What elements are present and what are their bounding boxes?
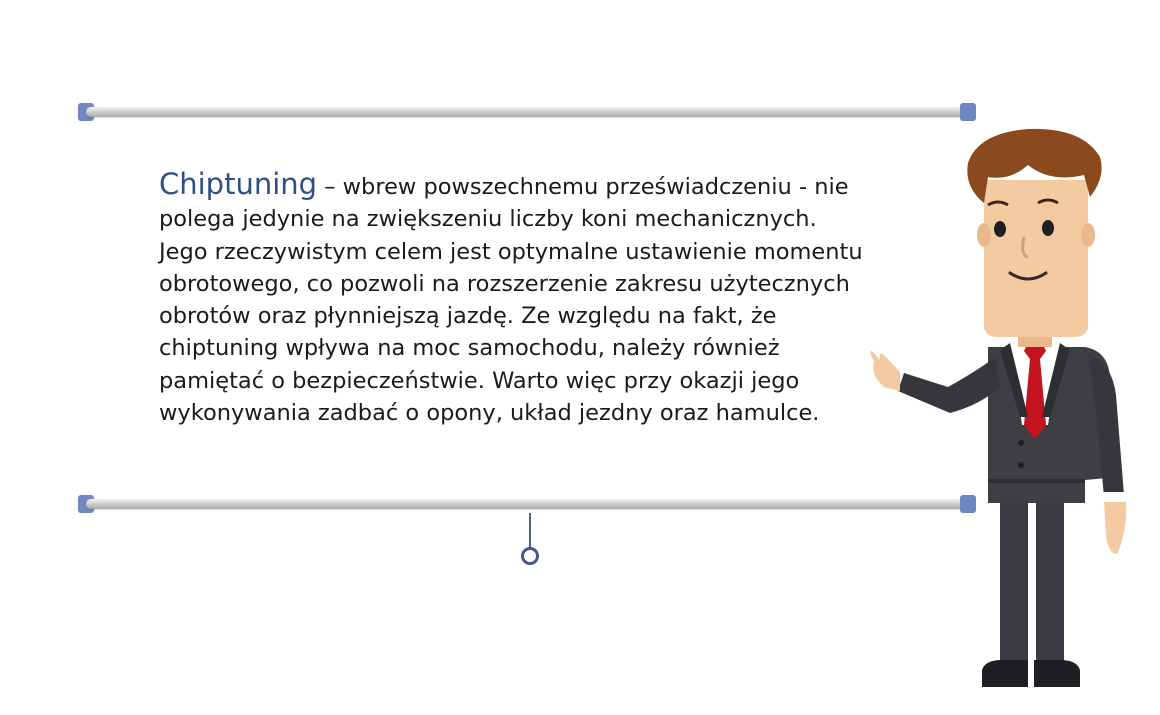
left-shoe xyxy=(982,660,1028,687)
pull-ring-icon xyxy=(521,547,539,565)
text-line-1-rest: – wbrew powszechnemu przeświadczeniu - nie xyxy=(317,174,849,200)
right-hand xyxy=(1104,502,1126,554)
businessman-pointing-illustration xyxy=(860,125,1160,700)
text-line-1 xyxy=(159,168,939,203)
pointing-hand xyxy=(870,351,900,391)
jacket-button xyxy=(1018,440,1024,446)
right-eye xyxy=(1042,220,1054,236)
text-line-3: Jego rzeczywistym celem jest optymalne ustawienie momentu xyxy=(159,238,863,265)
right-shoe xyxy=(1034,660,1080,687)
text-line-6: chiptuning wpływa na moc samochodu, należy również xyxy=(159,335,780,362)
pull-cord xyxy=(529,513,531,550)
rod-bar xyxy=(86,499,968,509)
left-eye xyxy=(994,221,1006,237)
right-ear xyxy=(1081,223,1095,247)
term-highlight: Chiptuning xyxy=(159,167,318,201)
text-line-2: polega jedynie na zwiększeniu liczby koni mechanicznych. xyxy=(159,206,817,233)
screen-bottom-rod xyxy=(78,495,976,513)
slide-text xyxy=(159,168,939,429)
pointing-arm xyxy=(898,357,1000,413)
screen-top-rod xyxy=(78,103,976,121)
belt-line xyxy=(988,479,1085,483)
text-line-4: obrotowego, co pozwoli na rozszerzenie zakresu użytecznych xyxy=(159,270,850,297)
left-leg xyxy=(1000,485,1028,675)
text-line-8: wykonywania zadbać o opony, układ jezdny oraz hamulce. xyxy=(159,400,820,427)
text-line-7: pamiętać o bezpieczeństwie. Warto więc przy okazji jego xyxy=(159,367,800,394)
jacket-button xyxy=(1018,462,1024,468)
text-line-5: obrotów oraz płynniejszą jazdę. Ze względu na fakt, że xyxy=(159,303,777,330)
right-leg xyxy=(1036,485,1064,675)
rod-end-cap-right xyxy=(960,103,976,121)
rod-bar xyxy=(86,107,968,117)
left-ear xyxy=(977,223,991,247)
right-cuff xyxy=(1103,492,1125,502)
